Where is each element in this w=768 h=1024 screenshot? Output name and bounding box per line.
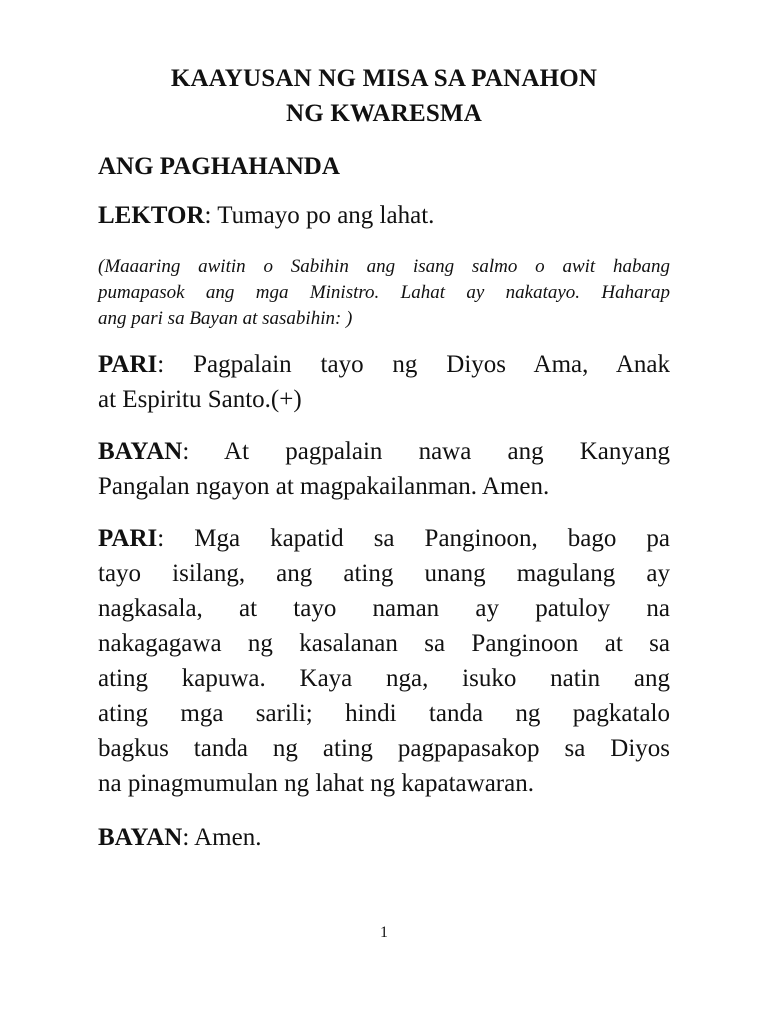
bayan-1-line-2: Pangalan ngayon at magpakailanman. Amen. bbox=[98, 473, 550, 500]
pari-2-line-5: ating kapuwa. Kaya nga, isuko natin ang bbox=[98, 665, 670, 692]
rubric-line-3: ang pari sa Bayan at sasabihin: ) bbox=[98, 308, 353, 329]
pari-2-text: : Mga kapatid sa Panginoon, bago pa bbox=[157, 525, 670, 552]
pari-2-line-7: bagkus tanda ng ating pagpapasakop sa Diyos bbox=[98, 735, 670, 762]
pari-1-line-2: at Espiritu Santo.(+) bbox=[98, 386, 302, 413]
section-heading: ANG PAGHAHANDA bbox=[98, 153, 340, 180]
bayan-1-text: : At pagpalain nawa ang Kanyang bbox=[182, 438, 670, 465]
pari-1-text: : Pagpalain tayo ng Diyos Ama, Anak bbox=[157, 351, 670, 378]
speaker-label-bayan: BAYAN bbox=[98, 438, 183, 465]
pari-2-line-8: na pinagmumulan ng lahat ng kapatawaran. bbox=[98, 770, 534, 797]
speaker-label-pari: PARI bbox=[98, 525, 158, 552]
pari-1-line-1 bbox=[98, 348, 670, 382]
pari-2-line-6: ating mga sarili; hindi tanda ng pagkatalo bbox=[98, 700, 670, 727]
page-number: 1 bbox=[380, 924, 388, 941]
lektor-text: : Tumayo po ang lahat. bbox=[204, 202, 435, 229]
bayan-2-line bbox=[98, 821, 670, 855]
speaker-label-bayan: BAYAN bbox=[98, 824, 183, 851]
pari-2-line-4: nakagagawa ng kasalanan sa Panginoon at sa bbox=[98, 630, 670, 657]
bayan-1-line-1 bbox=[98, 435, 670, 469]
speaker-label-pari: PARI bbox=[98, 351, 158, 378]
rubric-line-1: (Maaaring awitin o Sabihin ang isang salmo o awit habang bbox=[98, 256, 670, 277]
document-title-line-2: NG KWARESMA bbox=[286, 100, 482, 127]
pari-2-line-2: tayo isilang, ang ating unang magulang ay bbox=[98, 560, 670, 587]
rubric-line-2: pumapasok ang mga Ministro. Lahat ay nakatayo. Haharap bbox=[98, 282, 670, 303]
lektor-line bbox=[98, 199, 670, 233]
document-title-line-1: KAAYUSAN NG MISA SA PANAHON bbox=[170, 65, 598, 92]
pari-2-line-3: nagkasala, at tayo naman ay patuloy na bbox=[98, 595, 670, 622]
speaker-label-lektor: LEKTOR bbox=[98, 202, 205, 229]
bayan-2-text: : Amen. bbox=[182, 824, 262, 851]
pari-2-line-1 bbox=[98, 522, 670, 556]
